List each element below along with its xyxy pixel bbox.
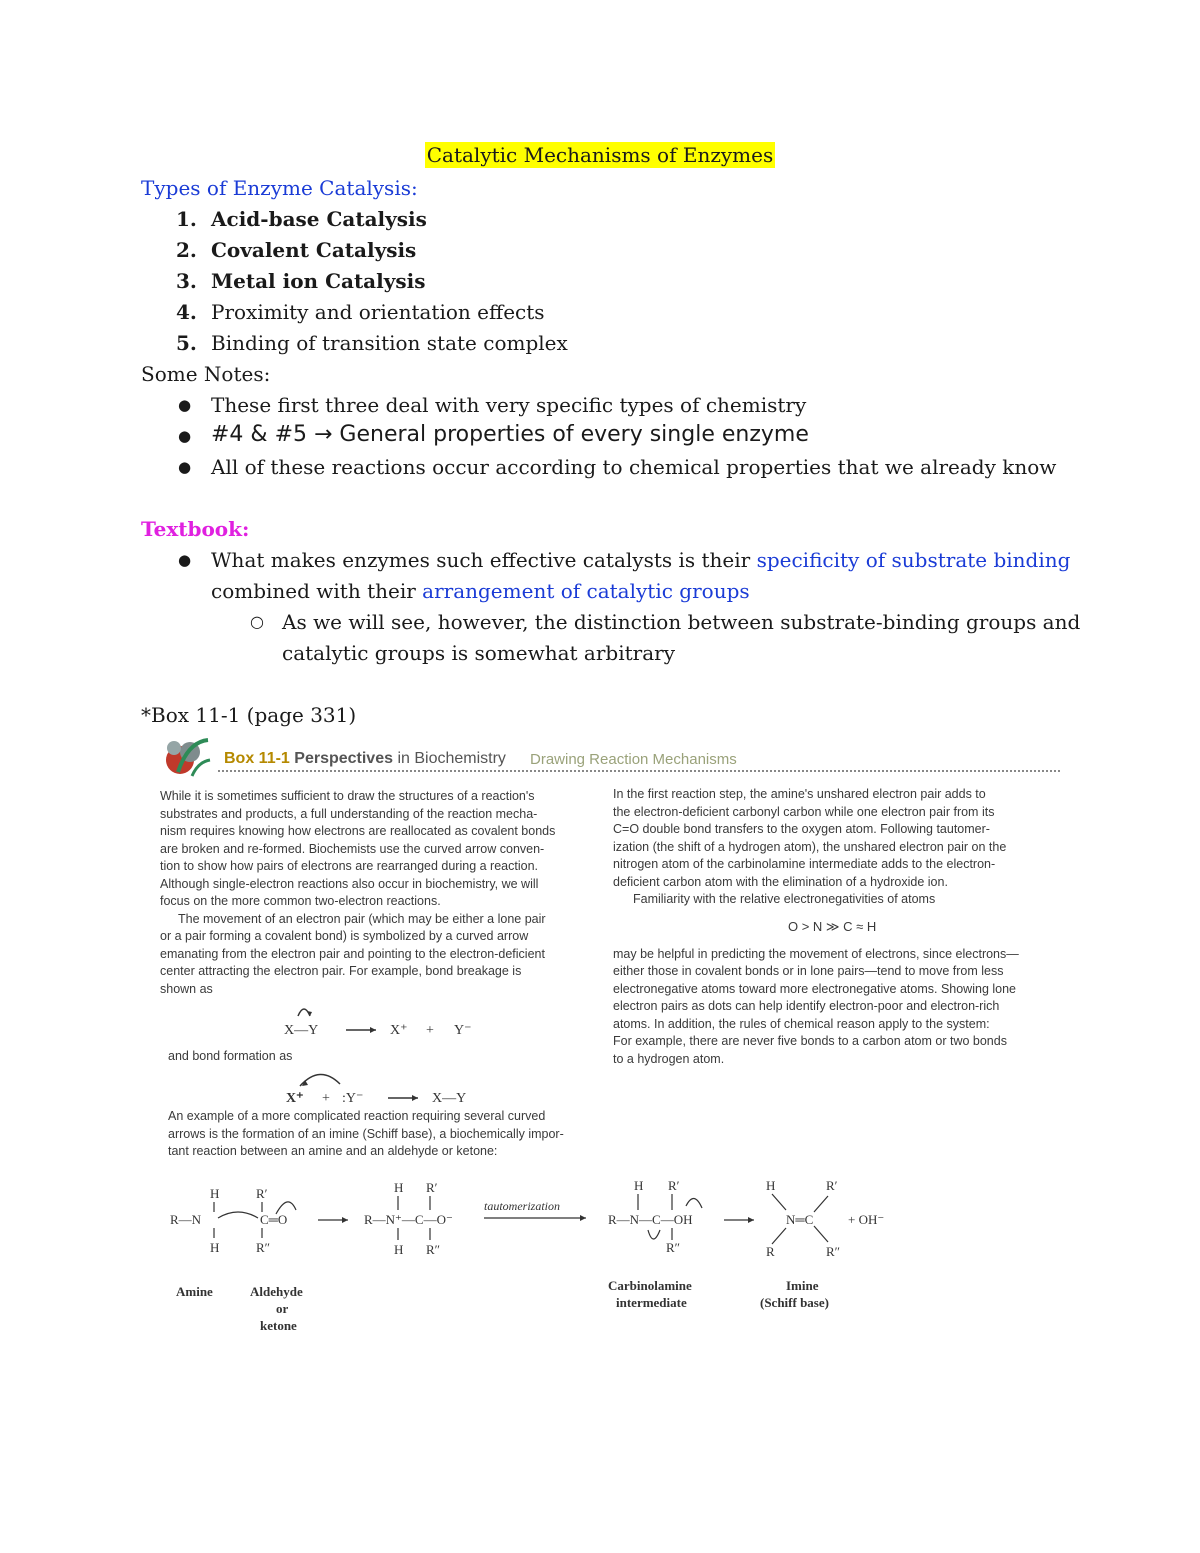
svg-text:R′: R′ [668,1178,680,1193]
box-perspectives: Perspectives [294,750,393,767]
eq2-product: X—Y [432,1091,467,1106]
box-number: Box 11-1 [224,750,290,767]
types-heading: Types of Enzyme Catalysis: [141,176,418,200]
list-item: Proximity and orientation effects [211,300,545,324]
eq2-x: X⁺ [286,1091,304,1106]
eq2-plus: + [322,1091,330,1106]
box-text-line: nism requires knowing how electrons are reallocated as covalent bonds [160,824,556,838]
hydroxide-product: + OH⁻ [848,1212,885,1227]
bond-breakage-equation [268,998,608,1042]
molecule-logo-icon [158,732,216,784]
box-text-line: shown as [160,982,213,996]
list-item: Metal ion Catalysis [211,269,426,293]
box-text-line: or a pair forming a covalent bond) is symbolized by a curved arrow [160,929,529,943]
curved-arrow-icon [648,1230,660,1239]
schiff-base-reaction-scheme [158,1170,1063,1330]
box-text-line: Although single-electron reactions also occur in biochemistry, we will [160,877,539,891]
box-text-line: deficient carbon atom with the elimination of a hydroxide ion. [613,875,948,889]
title-container [0,143,1200,167]
list-number: 5. [176,331,197,355]
svg-text:R″: R″ [426,1242,441,1257]
list-number: 2. [176,238,197,262]
textbook-heading: Textbook: [141,517,250,541]
box-text-line: electronegative atoms toward more electronegative atoms. Showing lone [613,982,1016,996]
text-run: What makes enzymes such effective catalysts is their [211,548,757,572]
box-series: in Biochemistry [397,750,506,767]
eq1-product-x: X⁺ [390,1023,408,1038]
list-number: 3. [176,269,197,293]
imine-label: Imine [786,1278,819,1293]
svg-text:R: R [766,1244,775,1259]
box-text-line: Familiarity with the relative electronegativities of atoms [633,892,936,906]
box-text-line: arrows is the formation of an imine (Schiff base), a biochemically impor- [168,1127,564,1141]
svg-text:H: H [394,1242,404,1257]
eq2-y: :Y⁻ [342,1091,364,1106]
eq1-reactant: X—Y [284,1023,319,1038]
svg-text:R′: R′ [826,1178,838,1193]
aldehyde-label: Aldehyde [250,1284,303,1299]
bond-formation-equation [276,1062,616,1106]
ketone-label: ketone [260,1318,297,1330]
bullet-icon: ● [178,551,192,569]
box-text-line: either those in covalent bonds or in lone pairs—tend to move from less [613,964,1004,978]
intermediate-label: intermediate [616,1295,687,1310]
box-subtitle: Drawing Reaction Mechanisms [530,751,737,768]
box-text-line: atoms. In addition, the rules of chemical reason apply to the system: [613,1017,990,1031]
eq1-product-y: Y⁻ [454,1023,472,1038]
box-text-line: An example of a more complicated reaction requiring several curved [168,1109,546,1123]
electronegativity-order: O > N ≫ C ≈ H [788,919,877,934]
svg-text:R″: R″ [256,1240,271,1255]
svg-text:R—N: R—N [170,1212,202,1227]
svg-text:R′: R′ [426,1180,438,1195]
text-run: combined with their [211,579,423,603]
tautomerization-label: tautomerization [484,1199,561,1213]
box-text-line: and bond formation as [168,1049,293,1063]
box-text-line: While it is sometimes sufficient to draw the structures of a reaction's [160,789,535,803]
amine-label: Amine [176,1284,213,1299]
svg-text:R″: R″ [826,1244,841,1259]
box-text-line: ization (the shift of a hydrogen atom), the unshared electron pair on the [613,840,1007,854]
note-item: All of these reactions occur according to chemical properties that we already know [211,455,1057,479]
schiff-base-label: (Schiff base) [760,1295,829,1310]
box-text-line: center attracting the electron pair. For example, bond breakage is [160,964,522,978]
svg-text:R″: R″ [666,1240,681,1255]
list-number: 1. [176,207,197,231]
highlight-phrase: arrangement of catalytic groups [422,579,750,603]
box-text-line: are broken and re-formed. Biochemists use the curved arrow conven- [160,842,545,856]
box-text-line: C=O double bond transfers to the oxygen atom. Following tautomer- [613,822,990,836]
svg-text:H: H [394,1180,404,1195]
svg-text:H: H [210,1186,220,1201]
box-text-line: For example, there are never five bonds to a carbon atom or two bonds [613,1034,1007,1048]
textbook-bullet-line2 [211,577,750,605]
sub-bullet-line: catalytic groups is somewhat arbitrary [282,641,675,665]
box-text-line: tion to show how pairs of electrons are rearranged during a reaction. [160,859,538,873]
svg-text:H: H [634,1178,644,1193]
box-text-line: nitrogen atom of the carbinolamine intermediate adds to the electron- [613,857,996,871]
box-text-line: electron pairs as dots can help identify electron-poor and electron-rich [613,999,1000,1013]
bullet-icon: ● [178,458,192,476]
curved-arrow-icon [686,1198,702,1208]
note-item: These first three deal with very specific types of chemistry [211,393,807,417]
bullet-icon: ● [178,427,192,445]
bullet-icon: ● [178,396,192,414]
eq1-plus: + [426,1023,434,1038]
svg-text:N═C: N═C [786,1212,814,1227]
box-text-line: the electron-deficient carbonyl carbon while one electron pair from its [613,805,995,819]
circle-bullet-icon: ○ [250,612,264,631]
box-text-line: In the first reaction step, the amine's unshared electron pair adds to [613,787,986,801]
list-number: 4. [176,300,197,324]
sub-bullet-line: As we will see, however, the distinction between substrate-binding groups and [282,610,1081,634]
carbinolamine-label: Carbinolamine [608,1278,692,1293]
list-item: Acid-base Catalysis [211,207,427,231]
box-text-line: may be helpful in predicting the movement of electrons, since electrons— [613,947,1019,961]
svg-text:R—N⁺—C—O⁻: R—N⁺—C—O⁻ [364,1212,453,1227]
notes-heading: Some Notes: [141,362,271,386]
svg-text:R—N—C—OH: R—N—C—OH [608,1212,693,1227]
box-text-line: The movement of an electron pair (which may be either a lone pair [178,912,546,926]
svg-text:R′: R′ [256,1186,268,1201]
box-text-line: tant reaction between an amine and an aldehyde or ketone: [168,1144,498,1158]
page-title: Catalytic Mechanisms of Enzymes [426,143,774,167]
textbook-box [158,730,1063,1330]
list-item: Covalent Catalysis [211,238,417,262]
textbook-bullet-line1 [211,546,1070,574]
box-divider [218,770,1060,772]
or-label: or [276,1301,289,1316]
box-text-line: substrates and products, a full understanding of the reaction mecha- [160,807,538,821]
highlight-phrase: specificity of substrate binding [756,548,1071,572]
box-header [224,750,506,768]
svg-text:H: H [210,1240,220,1255]
box-text-line: emanating from the electron pair and pointing to the electron-deficient [160,947,545,961]
box-reference: *Box 11-1 (page 331) [141,703,357,727]
svg-text:C═O: C═O [260,1212,288,1227]
box-text-line: focus on the more common two-electron reactions. [160,894,441,908]
box-text-line: to a hydrogen atom. [613,1052,725,1066]
list-item: Binding of transition state complex [211,331,568,355]
note-item: #4 & #5 → General properties of every single enzyme [211,422,809,447]
curved-arrow-icon [218,1212,258,1218]
svg-text:H: H [766,1178,776,1193]
